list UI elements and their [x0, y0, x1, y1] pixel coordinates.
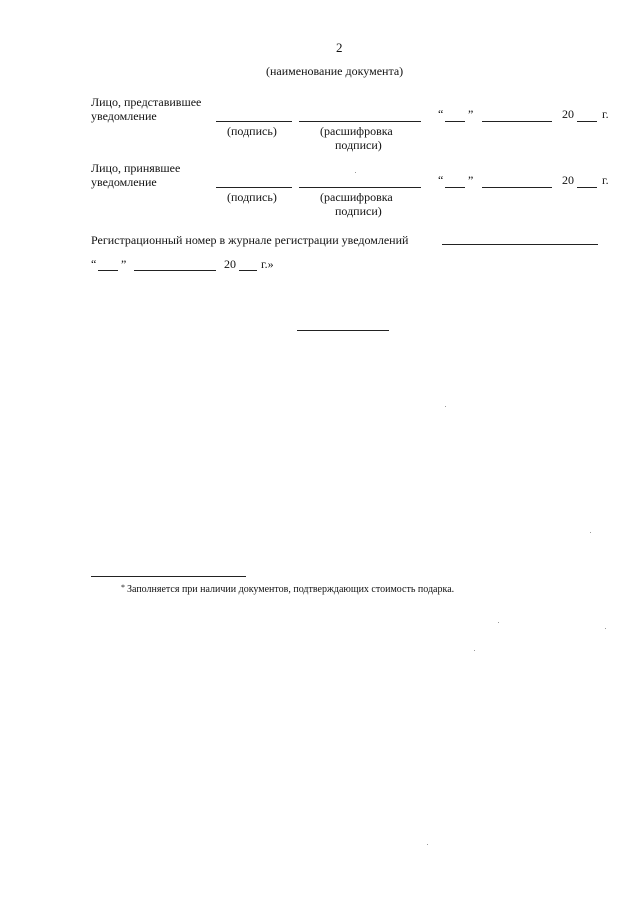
receiver-year-line	[577, 187, 597, 188]
submitter-decoding-caption-line2: подписи)	[335, 138, 382, 152]
receiver-month-line	[482, 187, 552, 188]
receiver-quote-close: ”	[468, 173, 474, 187]
section-divider	[297, 330, 389, 331]
registration-label: Регистрационный номер в журнале регистрации уведомлений	[91, 233, 409, 247]
registration-number-line	[442, 244, 598, 245]
receiver-signature-line	[216, 187, 292, 188]
registration-quote-open: “	[91, 257, 97, 271]
receiver-quote-open: “	[438, 173, 444, 187]
footnote-text: Заполняется при наличии документов, подтверждающих стоимость подарка.	[127, 584, 455, 595]
receiver-signature-caption: (подпись)	[227, 190, 277, 204]
scan-speck	[590, 532, 591, 533]
registration-quote-close: ”	[121, 257, 127, 271]
submitter-signature-caption: (подпись)	[227, 124, 277, 138]
submitter-year-prefix: 20	[562, 107, 574, 121]
scan-speck	[474, 650, 475, 651]
registration-day-line	[98, 270, 118, 271]
registration-month-line	[134, 270, 216, 271]
submitter-year-line	[577, 121, 597, 122]
receiver-label-line2: уведомление	[91, 175, 157, 189]
receiver-day-line	[445, 187, 465, 188]
receiver-decoding-line	[299, 187, 421, 188]
footnote-mark: *	[121, 583, 125, 592]
submitter-year-suffix: г.	[602, 107, 609, 121]
submitter-label-line1: Лицо, представившее	[91, 95, 202, 109]
submitter-decoding-caption-line1: (расшифровка	[320, 124, 393, 138]
submitter-signature-line	[216, 121, 292, 122]
receiver-year-prefix: 20	[562, 173, 574, 187]
submitter-label-line2: уведомление	[91, 109, 157, 123]
receiver-decoding-caption-line1: (расшифровка	[320, 190, 393, 204]
receiver-label-line1: Лицо, принявшее	[91, 161, 181, 175]
receiver-year-suffix: г.	[602, 173, 609, 187]
scan-speck	[605, 628, 606, 629]
submitter-day-line	[445, 121, 465, 122]
registration-year-line	[239, 270, 257, 271]
scan-speck	[445, 406, 446, 407]
submitter-quote-close: ”	[468, 107, 474, 121]
page-number: 2	[336, 40, 343, 55]
receiver-decoding-caption-line2: подписи)	[335, 204, 382, 218]
footnote-separator	[91, 576, 246, 577]
scan-speck	[427, 844, 428, 845]
scan-speck	[498, 622, 499, 623]
registration-year-prefix: 20	[224, 257, 236, 271]
document-name-caption: (наименование документа)	[266, 64, 404, 78]
registration-year-suffix: г.»	[261, 257, 274, 271]
submitter-quote-open: “	[438, 107, 444, 121]
submitter-month-line	[482, 121, 552, 122]
scan-speck	[355, 172, 356, 173]
submitter-decoding-line	[299, 121, 421, 122]
